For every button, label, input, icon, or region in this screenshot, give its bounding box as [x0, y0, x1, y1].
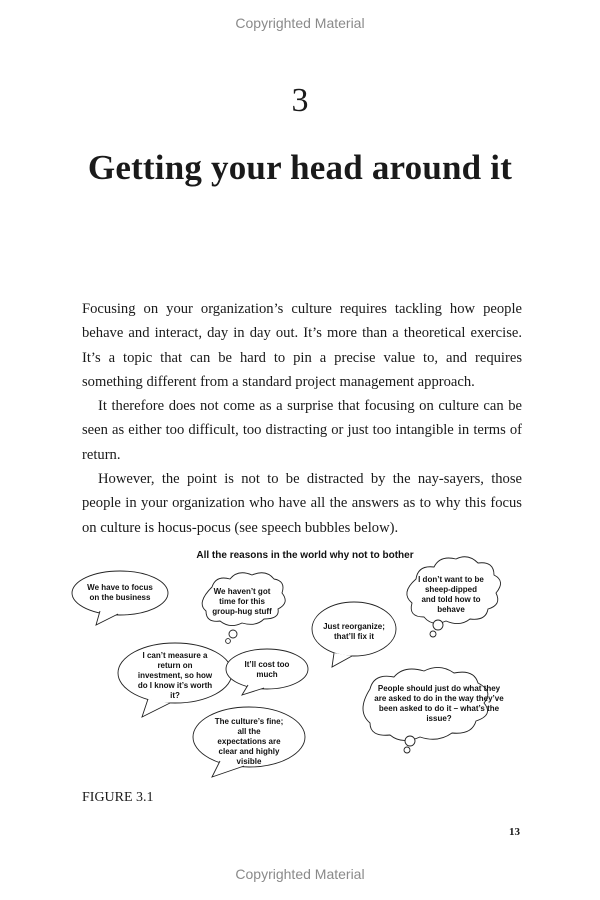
- page-number: 13: [509, 826, 520, 838]
- bubble-text: The culture’s fine; all the expectations are clear and highly visible: [214, 717, 284, 766]
- chapter-number: 3: [291, 82, 309, 119]
- bubble-text: We haven’t got time for this group-hug stuff: [212, 587, 272, 616]
- bubble-text: It’ll cost too much: [244, 660, 290, 679]
- bubble-text: We have to focus on the business: [87, 583, 153, 602]
- chapter-title: Getting your head around it: [87, 148, 513, 187]
- bubble-text: I can’t measure a return on investment, so how do I know it’s worth it?: [137, 651, 213, 700]
- bubble-text: Just reorganize; that’ll fix it: [323, 622, 385, 641]
- copyright-watermark-top: Copyrighted Material: [235, 15, 365, 31]
- bubble-text: I don’t want to be sheep-dipped and told how to behave: [418, 575, 484, 614]
- speech-bubbles-figure: [70, 545, 540, 785]
- figure-title: All the reasons in the world why not to bother: [196, 550, 414, 561]
- paragraph: However, the point is not to be distracted by the nay-sayers, those people in your organization who have all the answers as to why this focus on culture is hocus-pocus (see speech bubbles below).: [82, 471, 522, 536]
- body-text: [82, 297, 522, 540]
- copyright-watermark-bottom: Copyrighted Material: [235, 866, 365, 882]
- bubble-text: People should just do what they are asked to do in the way they’ve been asked to do it – what’s the issue?: [374, 684, 504, 723]
- paragraph: Focusing on your organization’s culture requires tackling how people behave and interact, day in day out. It’s more than a theoretical exercise. It’s a topic that can be hard to pin a precise value to, and requires something different from a standard project management approach.: [82, 301, 522, 390]
- paragraph: It therefore does not come as a surprise that focusing on culture can be seen as either too difficult, too distracting or just too intangible in terms of return.: [82, 398, 522, 463]
- figure-caption: FIGURE 3.1: [82, 790, 154, 805]
